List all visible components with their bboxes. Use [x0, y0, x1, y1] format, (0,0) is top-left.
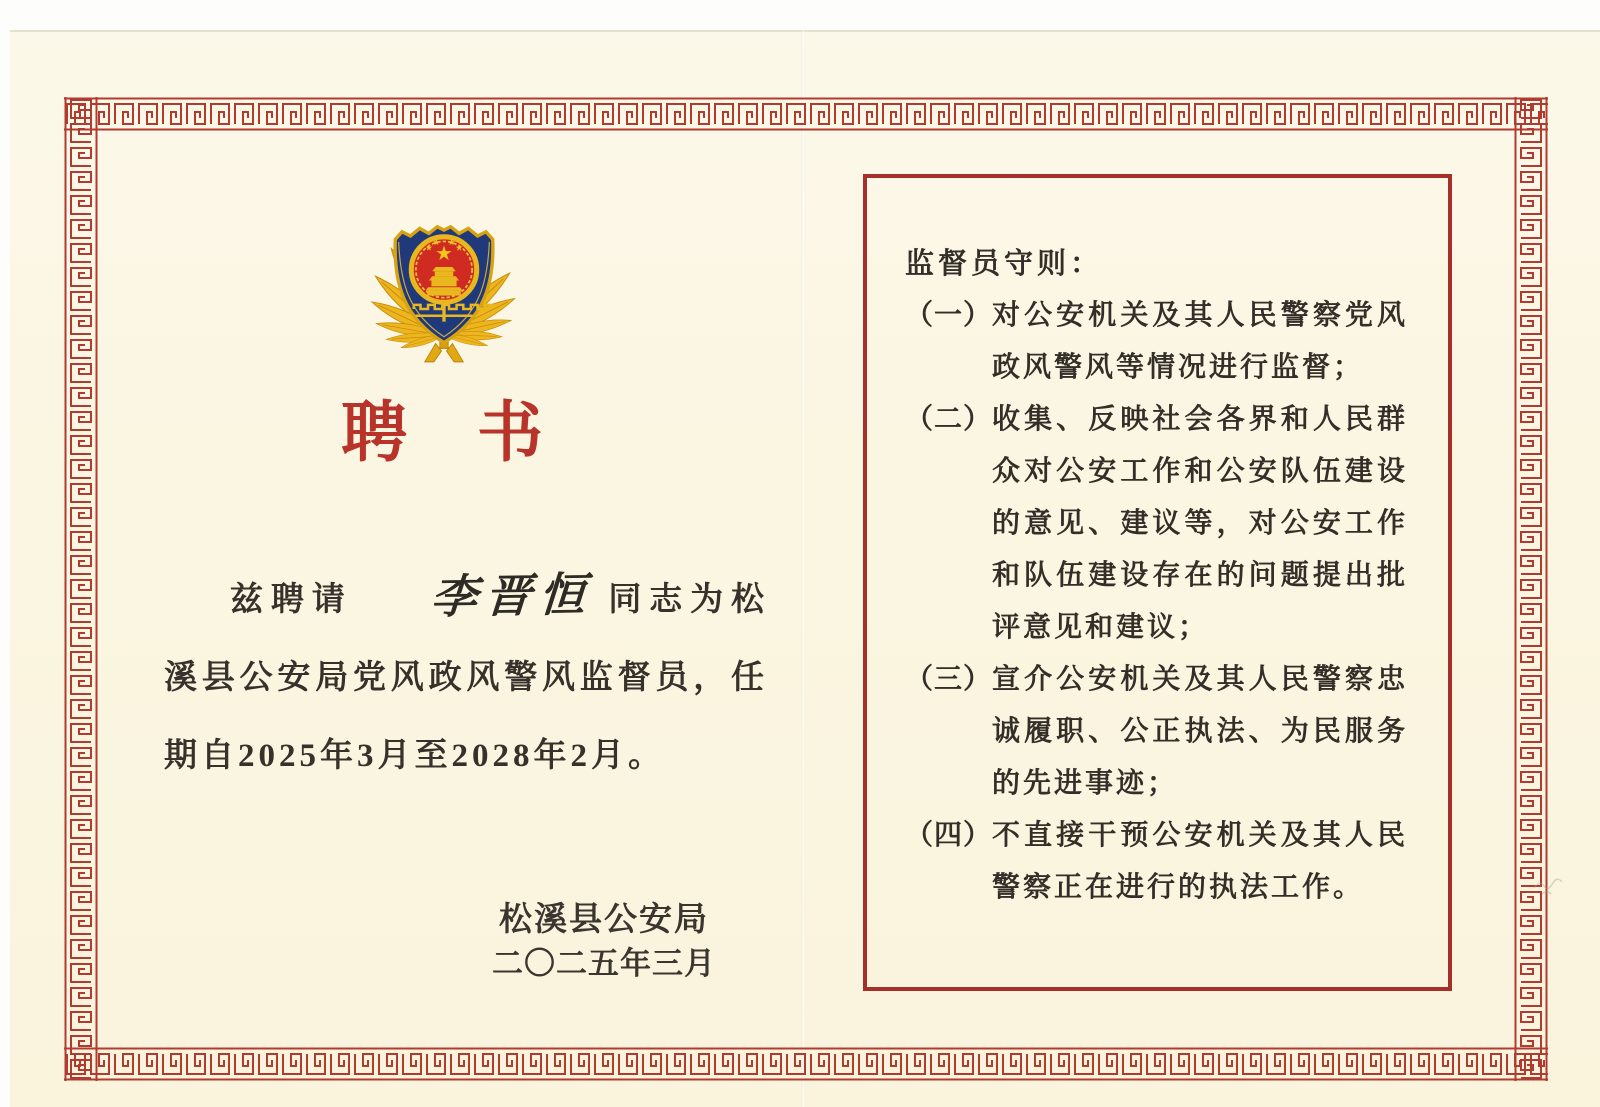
rule-text: 收集、反映社会各界和人民群众对公安工作和公安队伍建设的意见、建议等，对公安工作和队伍建设存在的问题提出批评意见和建议；: [992, 404, 1409, 643]
border-top-band: [64, 97, 1548, 131]
rule-text: 对公安机关及其人民警察党风政风警风等情况进行监督；: [992, 300, 1409, 383]
rule-text: 不直接干预公安机关及其人民警察正在进行的执法工作。: [992, 820, 1409, 903]
border-bottom-band: [64, 1047, 1548, 1081]
scan-background-top: [0, 0, 1600, 30]
rule-item-1: [905, 290, 1424, 394]
rule-number: （三）: [905, 664, 993, 695]
rule-number: （一）: [905, 300, 993, 331]
rule-number: （四）: [905, 820, 993, 851]
appointment-paragraph: [164, 561, 768, 795]
rules-heading: 监督员守则：: [905, 248, 1104, 280]
issuing-organization: 松溪县公安局: [499, 902, 709, 938]
rule-item-2: [905, 394, 1424, 654]
body-prefix: 兹聘请: [230, 582, 353, 618]
issue-date: 二〇二五年三月: [492, 946, 716, 981]
body-suffix: 同志为松溪县公安局党风政风警风监督员，任期自2025年3月至2028年2月。: [164, 582, 769, 774]
rule-item-4: [905, 810, 1424, 914]
rule-number: （二）: [905, 404, 993, 435]
border-right-band: [1514, 97, 1548, 1081]
police-badge-emblem: [360, 194, 528, 372]
signature-block: [404, 898, 804, 986]
certificate-title: 聘 书: [341, 397, 545, 470]
scan-background-left: [0, 0, 10, 1107]
appointee-name: 李晋恒: [428, 569, 595, 623]
supervisor-rules-box: [863, 174, 1452, 991]
border-left-band: [64, 97, 98, 1081]
rule-item-3: [905, 654, 1424, 810]
pencil-scuff-artifact: [1528, 858, 1568, 900]
rule-text: 宣介公安机关及其人民警察忠诚履职、公正执法、为民服务的先进事迹；: [992, 664, 1409, 799]
